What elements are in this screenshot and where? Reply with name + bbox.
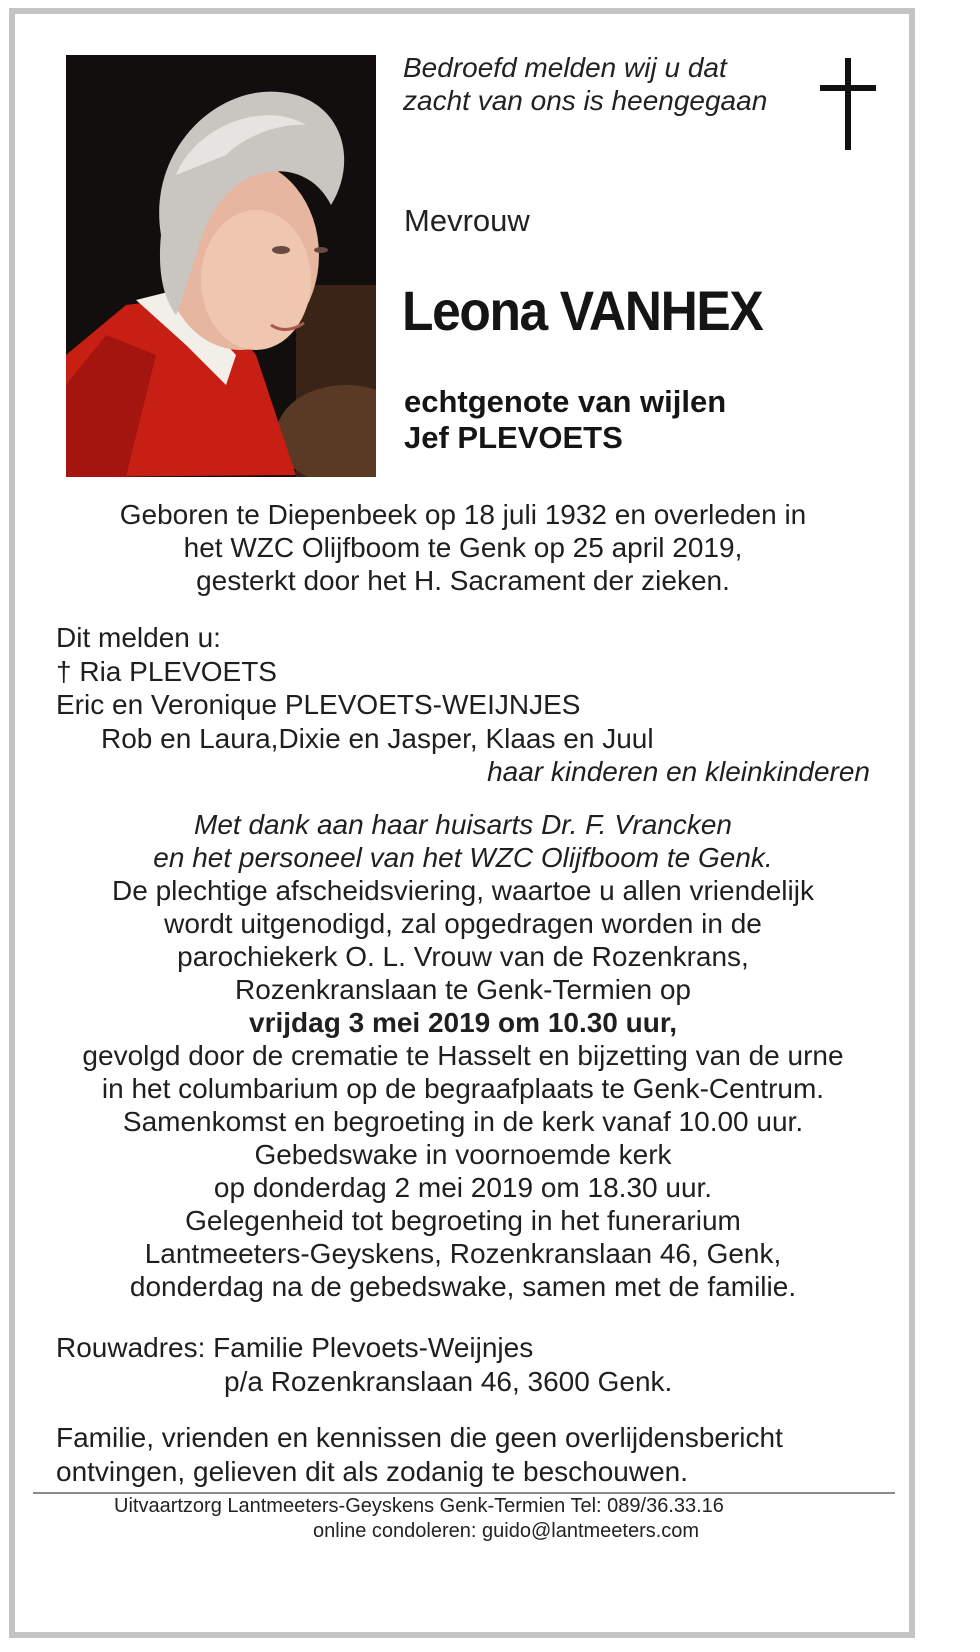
ceremony-line: Rozenkranslaan te Genk-Termien op <box>234 974 691 1005</box>
closing-line: ontvingen, gelieven dit als zodanig te beschouwen. <box>56 1455 688 1487</box>
cross-icon <box>820 58 876 150</box>
birth-line: het WZC Olijfboom te Genk op 25 april 2019, <box>183 532 743 563</box>
closing-line: Familie, vrienden en kennissen die geen overlijdensbericht <box>56 1422 783 1453</box>
ceremony-line: op donderdag 2 mei 2019 om 18.30 uur. <box>213 1172 713 1203</box>
ceremony-text <box>30 808 896 1303</box>
ceremony-line: gevolgd door de crematie te Hasselt en bijzetting van de urne <box>82 1040 844 1071</box>
ceremony-line: Gebedswake in voornoemde kerk <box>254 1139 672 1170</box>
spouse-info <box>404 384 726 456</box>
intro-text <box>403 51 767 117</box>
spouse-line-2: Jef PLEVOETS <box>404 420 623 455</box>
family-member: † Ria PLEVOETS <box>56 655 277 687</box>
condolence-line: online condoleren: guido@lantmeeters.com <box>313 1520 700 1542</box>
intro-line-2: zacht van ons is heengegaan <box>403 85 768 116</box>
ceremony-line: Samenkomst en begroeting in de kerk vanaf 10.00 uur. <box>122 1106 804 1137</box>
address-line-1: Rouwadres: Familie Plevoets-Weijnjes <box>56 1332 534 1363</box>
ceremony-line: De plechtige afscheidsviering, waartoe u allen vriendelijk <box>112 875 814 906</box>
family-relation: haar kinderen en kleinkinderen <box>487 756 870 787</box>
mourning-address <box>56 1331 672 1398</box>
footer <box>30 1494 896 1544</box>
birth-death-text <box>30 498 896 597</box>
ceremony-date: vrijdag 3 mei 2019 om 10.30 uur, <box>249 1007 677 1038</box>
grandchildren-line: Rob en Laura,Dixie en Jasper, Klaas en Juul <box>101 722 654 754</box>
portrait-photo <box>66 55 376 477</box>
family-list <box>56 621 654 755</box>
intro-line-1: Bedroefd melden wij u dat <box>403 52 727 83</box>
ceremony-line: Gelegenheid tot begroeting in het funerarium <box>185 1205 741 1236</box>
thanks-line: en het personeel van het WZC Olijfboom te Genk. <box>153 842 773 873</box>
birth-line: Geboren te Diepenbeek op 18 juli 1932 en overleden in <box>119 499 807 530</box>
closing-text <box>56 1421 783 1488</box>
ceremony-line: parochiekerk O. L. Vrouw van de Rozenkrans, <box>177 941 749 972</box>
ceremony-line: donderdag na de gebedswake, samen met de familie. <box>129 1271 797 1302</box>
address-line-2: p/a Rozenkranslaan 46, 3600 Genk. <box>224 1365 673 1397</box>
family-intro: Dit melden u: <box>56 622 221 653</box>
honorific: Mevrouw <box>404 203 530 238</box>
deceased-name: Leona VANHEX <box>402 279 763 342</box>
ceremony-line: wordt uitgenodigd, zal opgedragen worden in de <box>164 908 762 939</box>
spouse-line-1: echtgenote van wijlen <box>404 384 727 419</box>
thanks-line: Met dank aan haar huisarts Dr. F. Vrancken <box>194 809 732 840</box>
funeral-home-line: Uitvaartzorg Lantmeeters-Geyskens Genk-Termien Tel: 089/36.33.16 <box>114 1495 724 1517</box>
ceremony-line: Lantmeeters-Geyskens, Rozenkranslaan 46, Genk, <box>144 1238 782 1269</box>
ceremony-line: in het columbarium op de begraafplaats te Genk-Centrum. <box>101 1073 825 1104</box>
family-member: Eric en Veronique PLEVOETS-WEIJNJES <box>56 689 581 720</box>
birth-line: gesterkt door het H. Sacrament der zieken. <box>196 565 730 596</box>
